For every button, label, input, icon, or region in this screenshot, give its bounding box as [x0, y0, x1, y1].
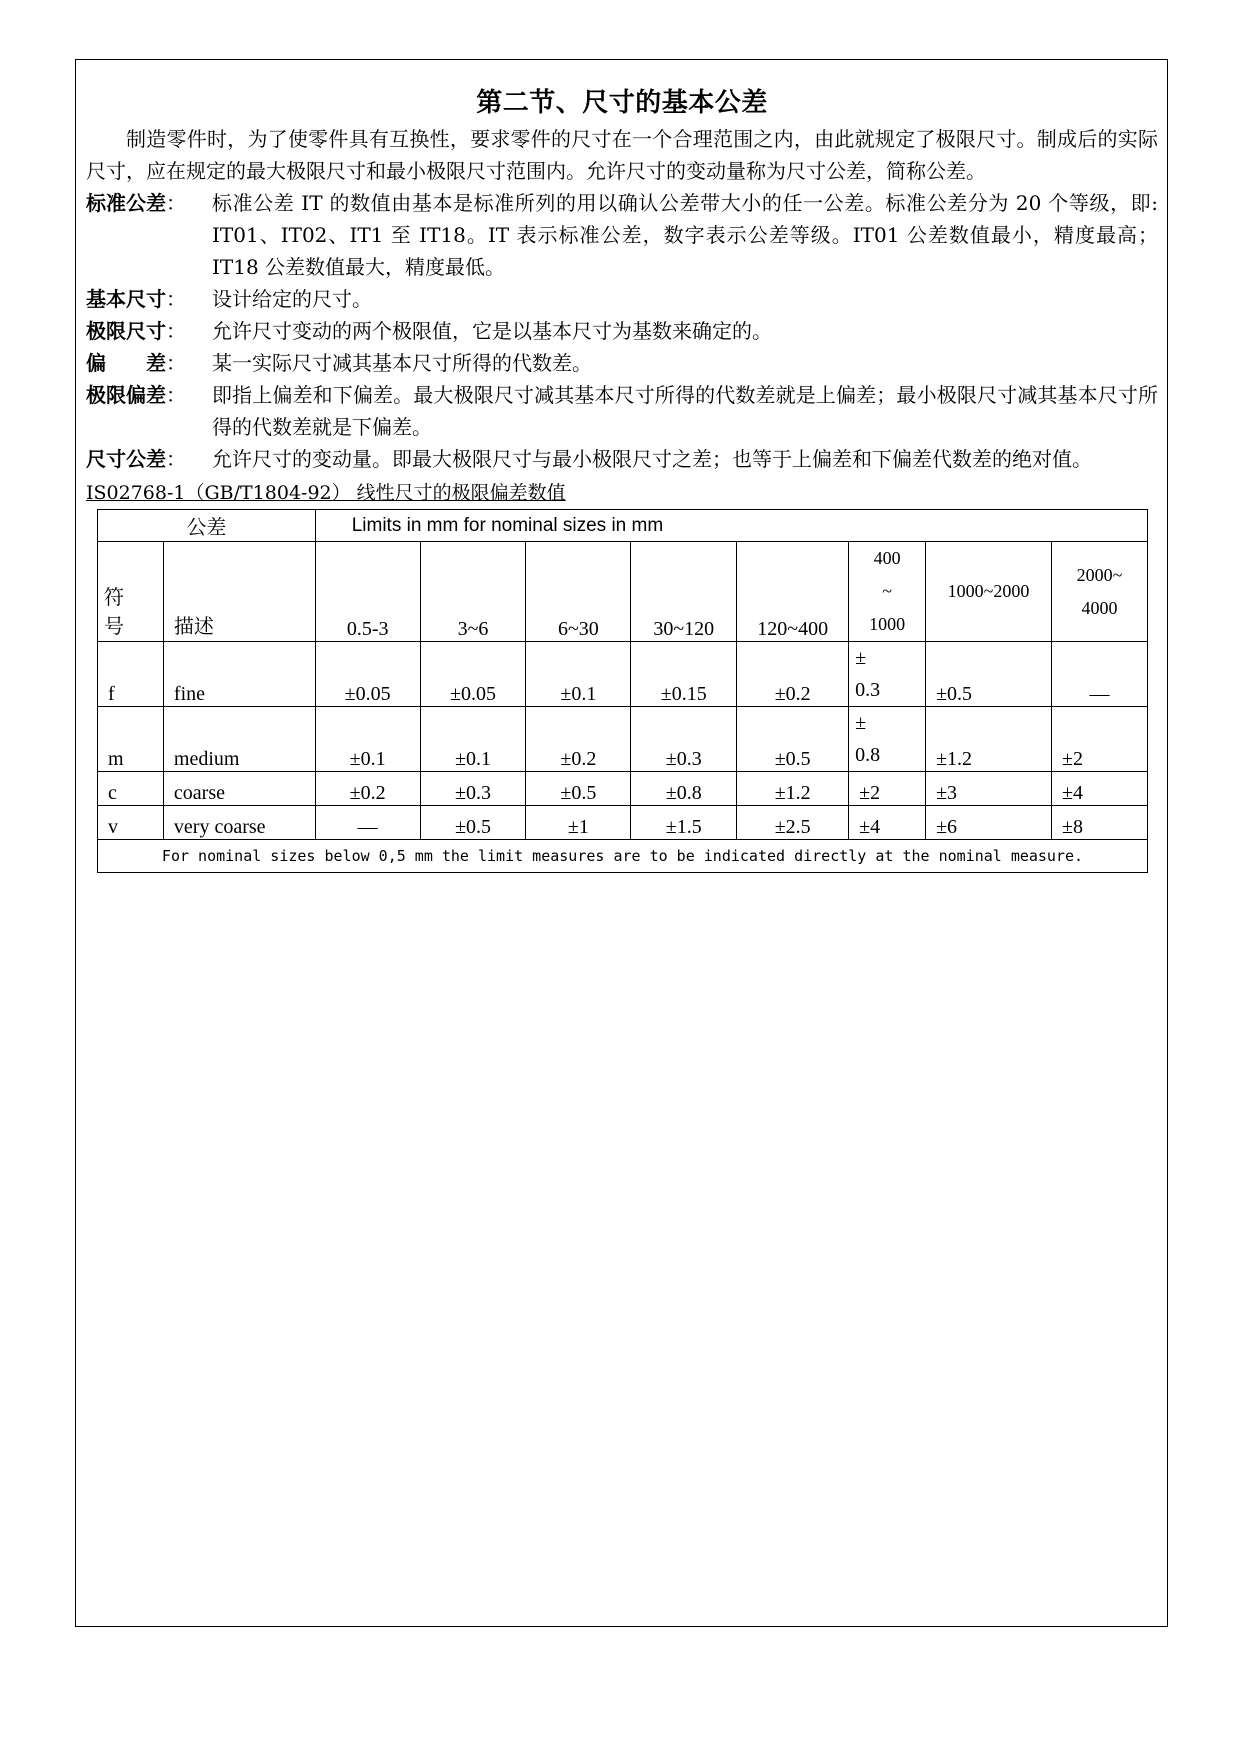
intro-paragraph: 制造零件时，为了使零件具有互换性，要求零件的尺寸在一个合理范围之内，由此就规定了极限尺寸。制成后的实际尺寸，应在规定的最大极限尺寸和最小极限尺寸范围内。允许尺寸的变动量称为尺寸公差，简称公差。	[86, 127, 1158, 183]
row-value: ±1.5	[631, 806, 737, 840]
row-value: ±4	[1052, 772, 1148, 806]
row-value: ±0.05	[420, 642, 526, 707]
row-value: ±1.2	[926, 707, 1052, 772]
range-header: 0.5-3	[315, 542, 420, 642]
term-label: 标准公差	[86, 191, 166, 215]
term-label: 极限偏差	[86, 383, 166, 407]
row-value: ±0.3	[420, 772, 526, 806]
definition-limit-size: 极限尺寸： 允许尺寸变动的两个极限值，它是以基本尺寸为基数来确定的。	[86, 315, 1158, 347]
row-description: very coarse	[163, 806, 315, 840]
table-note-row	[98, 840, 1148, 873]
row-value: ±0.2	[737, 642, 849, 707]
row-value: ±1	[526, 806, 631, 840]
tolerance-group-label: 公差	[98, 510, 316, 542]
row-value: ±0.5	[737, 707, 849, 772]
tolerance-table	[97, 509, 1148, 873]
symbol-header: 符 号	[98, 542, 164, 642]
row-description: fine	[163, 642, 315, 707]
definition-text: 允许尺寸的变动量。即最大极限尺寸与最小极限尺寸之差；也等于上偏差和下偏差代数差的绝对值。	[212, 447, 1092, 471]
table-row	[98, 806, 1148, 840]
range-header: 30~120	[631, 542, 737, 642]
definition-limit-deviation: 极限偏差： 即指上偏差和下偏差。最大极限尺寸减其基本尺寸所得的代数差就是上偏差；最小极限尺寸减其基本尺寸所得的代数差就是下偏差。	[86, 379, 1158, 443]
table-caption: IS02768-1（GB/T1804-92） 线性尺寸的极限偏差数值	[86, 482, 566, 504]
row-value: ±0.1	[526, 642, 631, 707]
row-value: —	[1052, 642, 1148, 707]
table-row	[98, 707, 1148, 772]
term-label: 尺寸公差	[86, 447, 166, 471]
row-value: ± 0.3	[849, 642, 926, 707]
document-content	[86, 85, 1158, 873]
row-value: ±6	[926, 806, 1052, 840]
row-value: ±8	[1052, 806, 1148, 840]
row-value: ±0.1	[420, 707, 526, 772]
definition-size-tolerance: 尺寸公差： 允许尺寸的变动量。即最大极限尺寸与最小极限尺寸之差；也等于上偏差和下偏差代数差的绝对值。	[86, 443, 1158, 475]
row-value: ±0.1	[315, 707, 420, 772]
row-value: ±0.5	[526, 772, 631, 806]
definition-standard-tolerance: 标准公差： 标准公差 IT 的数值由基本是标准所列的用以确认公差带大小的任一公差。标准公差分为 20 个等级，即: IT01、IT02、IT1 至 IT18。IT 表示标准公差，数字表示公差等级。IT01 公差数值最小，精度最高；IT18 公差数值最大，精度最低。	[86, 187, 1158, 283]
row-value: ±0.15	[631, 642, 737, 707]
definition-text: 允许尺寸变动的两个极限值，它是以基本尺寸为基数来确定的。	[212, 319, 772, 343]
row-value: ±0.8	[631, 772, 737, 806]
range-header: 1000~2000	[926, 542, 1052, 642]
page-title: 第二节、尺寸的基本公差	[476, 88, 768, 118]
table-note: For nominal sizes below 0,5 mm the limit measures are to be indicated directly at the nominal measure.	[98, 840, 1148, 873]
term-label: 基本尺寸	[86, 287, 166, 311]
table-header-row	[98, 542, 1148, 642]
table-header-group	[98, 510, 1148, 542]
definition-text: 标准公差 IT 的数值由基本是标准所列的用以确认公差带大小的任一公差。标准公差分为 20 个等级，即: IT01、IT02、IT1 至 IT18。IT 表示标准公差，数字表示公差等级。IT01 公差数值最小，精度最高；IT18 公差数值最大，精度最低。	[212, 191, 1158, 279]
row-value: ±0.05	[315, 642, 420, 707]
description-header: 描述	[163, 542, 315, 642]
definition-text: 即指上偏差和下偏差。最大极限尺寸减其基本尺寸所得的代数差就是上偏差；最小极限尺寸减其基本尺寸所得的代数差就是下偏差。	[212, 383, 1158, 439]
definition-text: 设计给定的尺寸。	[212, 287, 372, 311]
limits-label: Limits in mm for nominal sizes in mm	[315, 510, 1147, 542]
row-description: medium	[163, 707, 315, 772]
row-value: ±0.5	[926, 642, 1052, 707]
row-value: ±2	[1052, 707, 1148, 772]
row-value: ±2.5	[737, 806, 849, 840]
range-header: 2000~ 4000	[1052, 542, 1148, 642]
definition-text: 某一实际尺寸减其基本尺寸所得的代数差。	[212, 351, 592, 375]
row-value: ±0.2	[526, 707, 631, 772]
row-value: ±2	[849, 772, 926, 806]
row-value: ±0.2	[315, 772, 420, 806]
definition-deviation: 偏 差： 某一实际尺寸减其基本尺寸所得的代数差。	[86, 347, 1158, 379]
range-header: 120~400	[737, 542, 849, 642]
term-label: 极限尺寸	[86, 319, 166, 343]
row-symbol: m	[98, 707, 164, 772]
term-label: 偏 差	[86, 351, 166, 375]
table-row	[98, 642, 1148, 707]
row-value: ±0.3	[631, 707, 737, 772]
row-value: ±3	[926, 772, 1052, 806]
row-value: ± 0.8	[849, 707, 926, 772]
row-symbol: f	[98, 642, 164, 707]
row-description: coarse	[163, 772, 315, 806]
range-header: 400 ~ 1000	[849, 542, 926, 642]
range-header: 3~6	[420, 542, 526, 642]
row-value: ±0.5	[420, 806, 526, 840]
row-symbol: c	[98, 772, 164, 806]
range-header: 6~30	[526, 542, 631, 642]
table-row	[98, 772, 1148, 806]
row-value: —	[315, 806, 420, 840]
definition-basic-size: 基本尺寸： 设计给定的尺寸。	[86, 283, 1158, 315]
row-symbol: v	[98, 806, 164, 840]
row-value: ±4	[849, 806, 926, 840]
row-value: ±1.2	[737, 772, 849, 806]
